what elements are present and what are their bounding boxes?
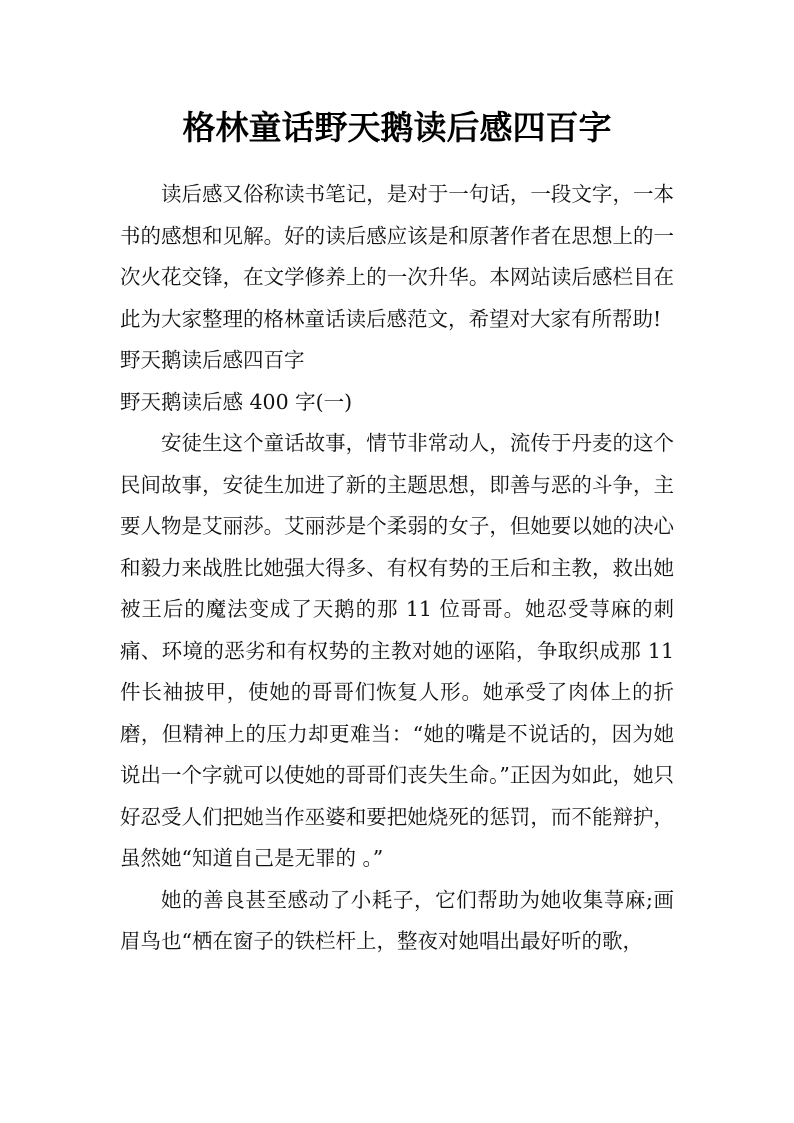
body-paragraph-2: 她的善良甚至感动了小耗子，它们帮助为她收集荨麻;画眉鸟也“栖在窗子的铁栏杆上，整夜对她唱出最好听的歌，	[120, 887, 674, 953]
document-title: 格林童话野天鹅读后感四百字	[182, 108, 612, 147]
document-body	[120, 174, 674, 963]
section-heading: 野天鹅读后感四百字	[120, 348, 305, 372]
subsection-heading: 野天鹅读后感 400 字(一)	[120, 389, 353, 414]
body-paragraph-1: 安徒生这个童话故事，情节非常动人，流传于丹麦的这个民间故事，安徒生加进了新的主题思想，即善与恶的斗争，主要人物是艾丽莎。艾丽莎是个柔弱的女子，但她要以她的决心和毅力来战胜比她强大得多、有权有势的王后和主教，救出她被王后的魔法变成了天鹅的那 11 位哥哥。她忍受荨麻的刺痛、环境的恶劣和有权势的主教对她的诬陷，争取织成那 11 件长袖披甲，使她的哥哥们恢复人形。她承受了肉体上的折磨，但精神上的压力却更难当：“她的嘴是不说话的，因为她说出一个字就可以使她的哥哥们丧失生命。”正因为如此，她只好忍受人们把她当作巫婆和要把她烧死的惩罚，而不能辩护，虽然她“知道自己是无罪的 。”	[120, 431, 674, 870]
intro-paragraph: 读后感又俗称读书笔记，是对于一句话，一段文字，一本书的感想和见解。好的读后感应该是和原著作者在思想上的一次火花交锋，在文学修养上的一次升华。本网站读后感栏目在此为大家整理的格林童话读后感范文，希望对大家有所帮助!	[120, 182, 674, 331]
